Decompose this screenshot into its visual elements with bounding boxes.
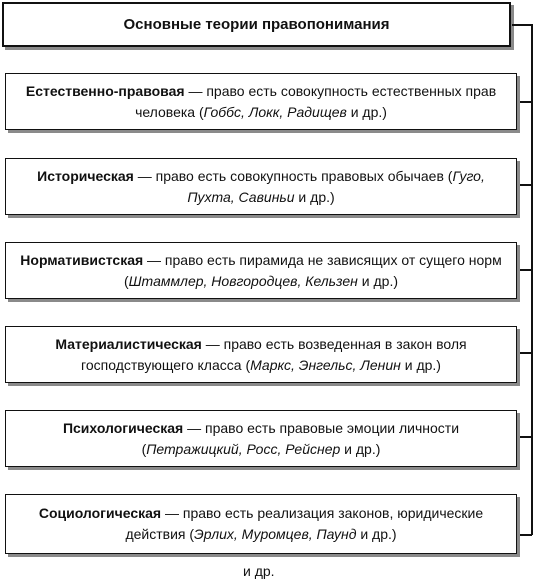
theory-name: Нормативистская (20, 251, 144, 268)
theory-authors: Гоббс, Локк, Радищев (203, 103, 347, 120)
connector-title (512, 24, 532, 26)
footer-text: и др. (243, 563, 275, 579)
connector-2 (517, 184, 532, 186)
theory-authors: Штаммлер, Новгородцев, Кельзен (128, 272, 358, 289)
theory-name: Социологическая (38, 505, 162, 521)
title-box (2, 2, 511, 47)
theory-text (16, 503, 506, 545)
theory-authors: Гуго, Пухта, Савиньи (187, 167, 485, 205)
theory-suffix: и др.) (356, 526, 397, 542)
connector-4 (517, 352, 532, 354)
connector-6 (517, 534, 532, 536)
diagram-title: Основные теории правопонимания (123, 16, 390, 33)
theory-box-materialist (5, 326, 517, 383)
theory-name: Историческая (37, 167, 134, 184)
theory-text (16, 166, 506, 208)
theory-definition: — право есть возведенная в закон воля господствующего класса ( (81, 335, 467, 373)
connector-5 (517, 436, 532, 438)
theory-definition: — право есть совокупность естественных прав человека ( (135, 82, 497, 120)
theory-box-normativist (5, 242, 517, 299)
theory-suffix: и др.) (340, 440, 381, 457)
theory-suffix: и др.) (346, 103, 387, 120)
theory-box-natural-law (5, 73, 517, 130)
connector-1 (517, 101, 532, 103)
theory-suffix: и др.) (400, 356, 441, 373)
theory-authors: Эрлих, Муромцев, Паунд (194, 526, 357, 542)
theory-name: Естественно-правовая (25, 82, 185, 99)
theory-name: Психологическая (62, 419, 184, 436)
theory-text (16, 334, 506, 376)
theory-authors: Маркс, Энгельс, Ленин (250, 356, 401, 373)
theory-name: Материалистическая (55, 335, 202, 352)
theory-authors: Петражицкий, Росс, Рейснер (146, 440, 341, 457)
theory-definition: — право есть реализация законов, юридические действия ( (125, 505, 484, 542)
connector-3 (517, 269, 532, 271)
theory-text (16, 418, 506, 460)
theory-definition: — право есть совокупность правовых обычаев ( (133, 167, 453, 184)
theory-box-sociological (5, 494, 517, 554)
theory-box-historical (5, 158, 517, 215)
theory-suffix: и др.) (294, 188, 335, 205)
theory-suffix: и др.) (357, 272, 398, 289)
theory-box-psychological (5, 410, 517, 467)
theory-text (16, 250, 506, 292)
theory-definition: — право есть пирамида не зависящих от сущего норм ( (124, 251, 502, 289)
theory-text (16, 81, 506, 123)
theory-definition: — право есть правовые эмоции личности ( (141, 419, 460, 457)
